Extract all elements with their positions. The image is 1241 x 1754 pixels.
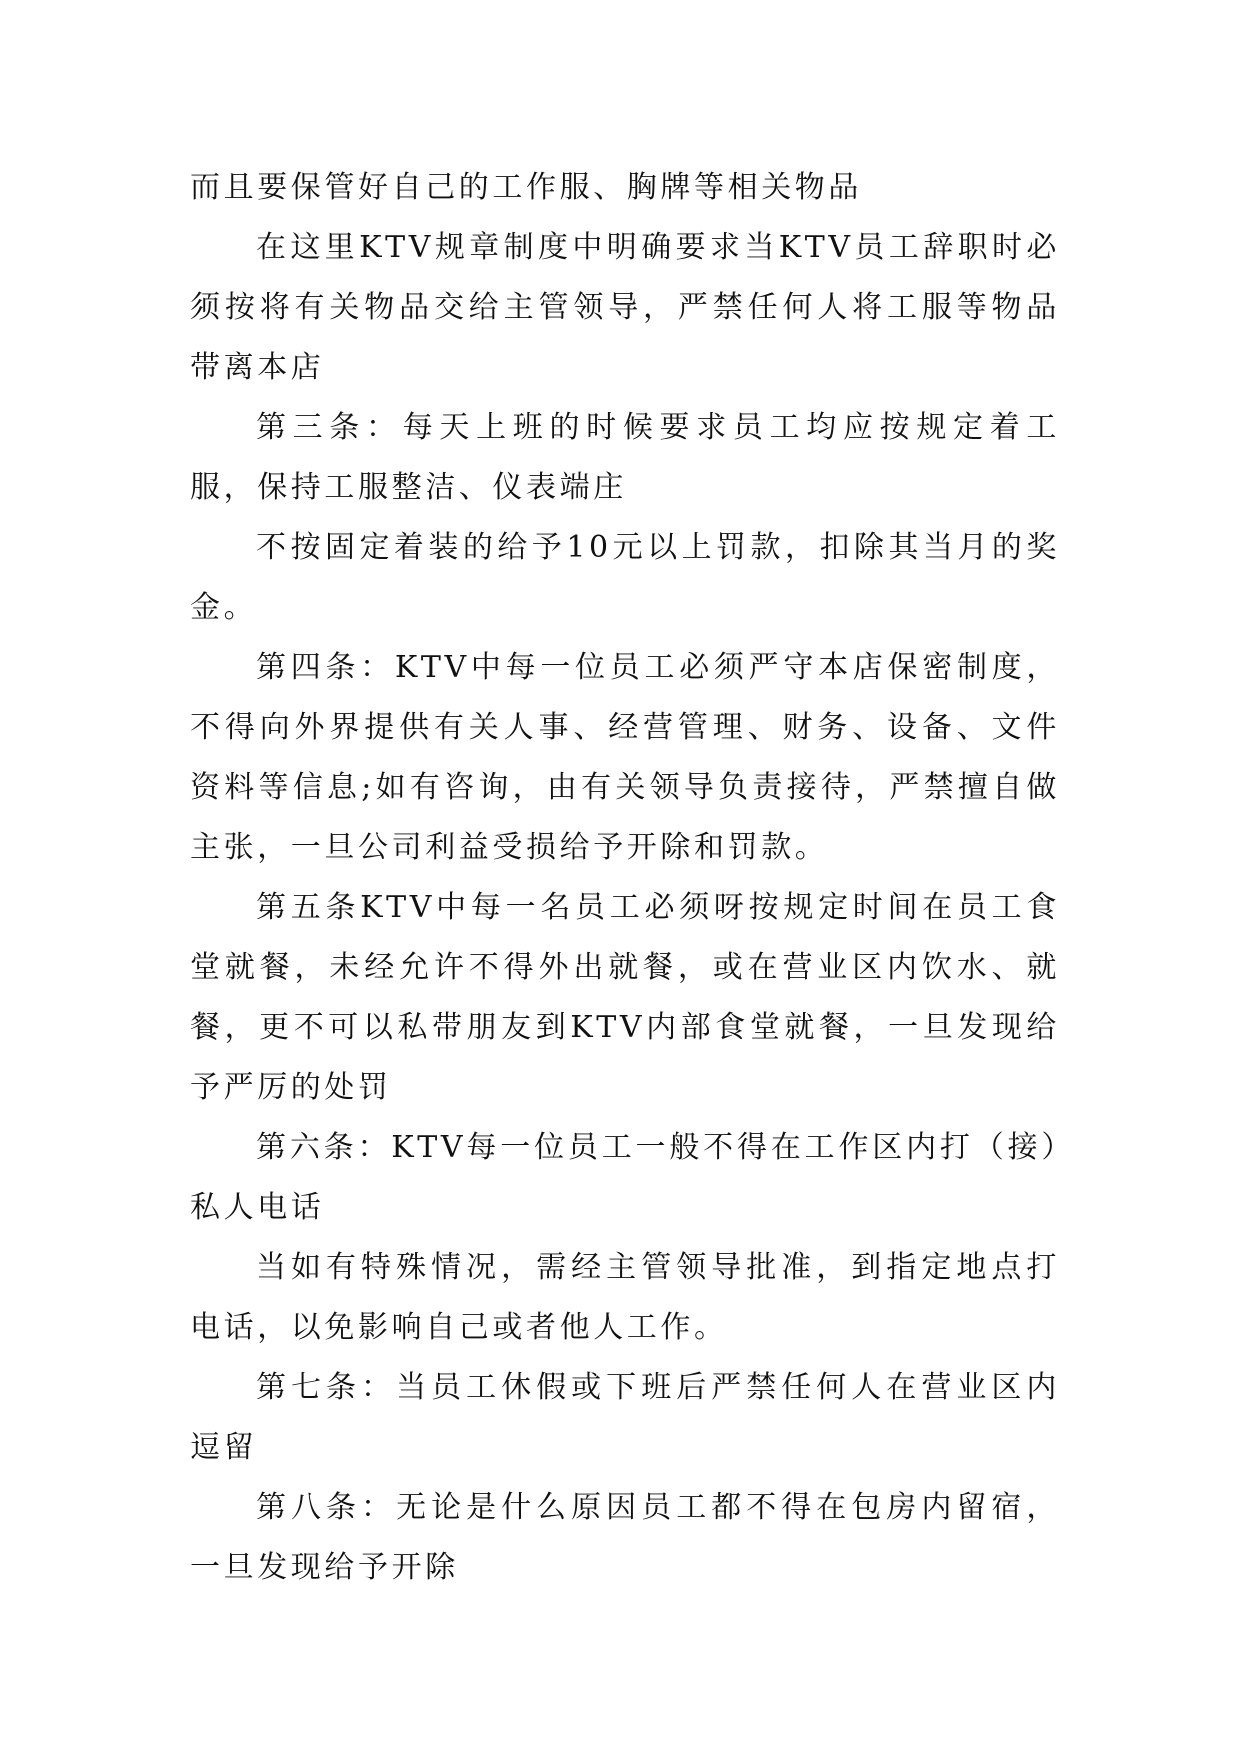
paragraph-7: 第六条：KTV每一位员工一般不得在工作区内打（接）私人电话 bbox=[190, 1130, 1060, 1225]
paragraph-5: 第四条：KTV中每一位员工必须严守本店保密制度，不得向外界提供有关人事、经营管理、财务、设备、文件资料等信息;如有咨询，由有关领导负责接待，严禁擅自做主张，一旦公司利益受损给予开除和罚款。 bbox=[190, 650, 1060, 865]
paragraph-6: 第五条KTV中每一名员工必须呀按规定时间在员工食堂就餐，未经允许不得外出就餐，或在营业区内饮水、就餐，更不可以私带朋友到KTV内部食堂就餐，一旦发现给予严厉的处罚 bbox=[190, 890, 1060, 1105]
paragraph-4: 不按固定着装的给予10元以上罚款，扣除其当月的奖金。 bbox=[190, 530, 1060, 625]
paragraph-1: 而且要保管好自己的工作服、胸牌等相关物品 bbox=[190, 170, 862, 205]
document-body bbox=[190, 158, 1060, 1598]
paragraph-9: 第七条：当员工休假或下班后严禁任何人在营业区内逗留 bbox=[190, 1370, 1060, 1465]
paragraph-10: 第八条：无论是什么原因员工都不得在包房内留宿，一旦发现给予开除 bbox=[190, 1490, 1060, 1585]
paragraph-2: 在这里KTV规章制度中明确要求当KTV员工辞职时必须按将有关物品交给主管领导，严禁任何人将工服等物品带离本店 bbox=[190, 230, 1060, 385]
paragraph-8: 当如有特殊情况，需经主管领导批准，到指定地点打电话，以免影响自己或者他人工作。 bbox=[190, 1250, 1060, 1345]
paragraph-3: 第三条：每天上班的时候要求员工均应按规定着工服，保持工服整洁、仪表端庄 bbox=[190, 410, 1060, 505]
